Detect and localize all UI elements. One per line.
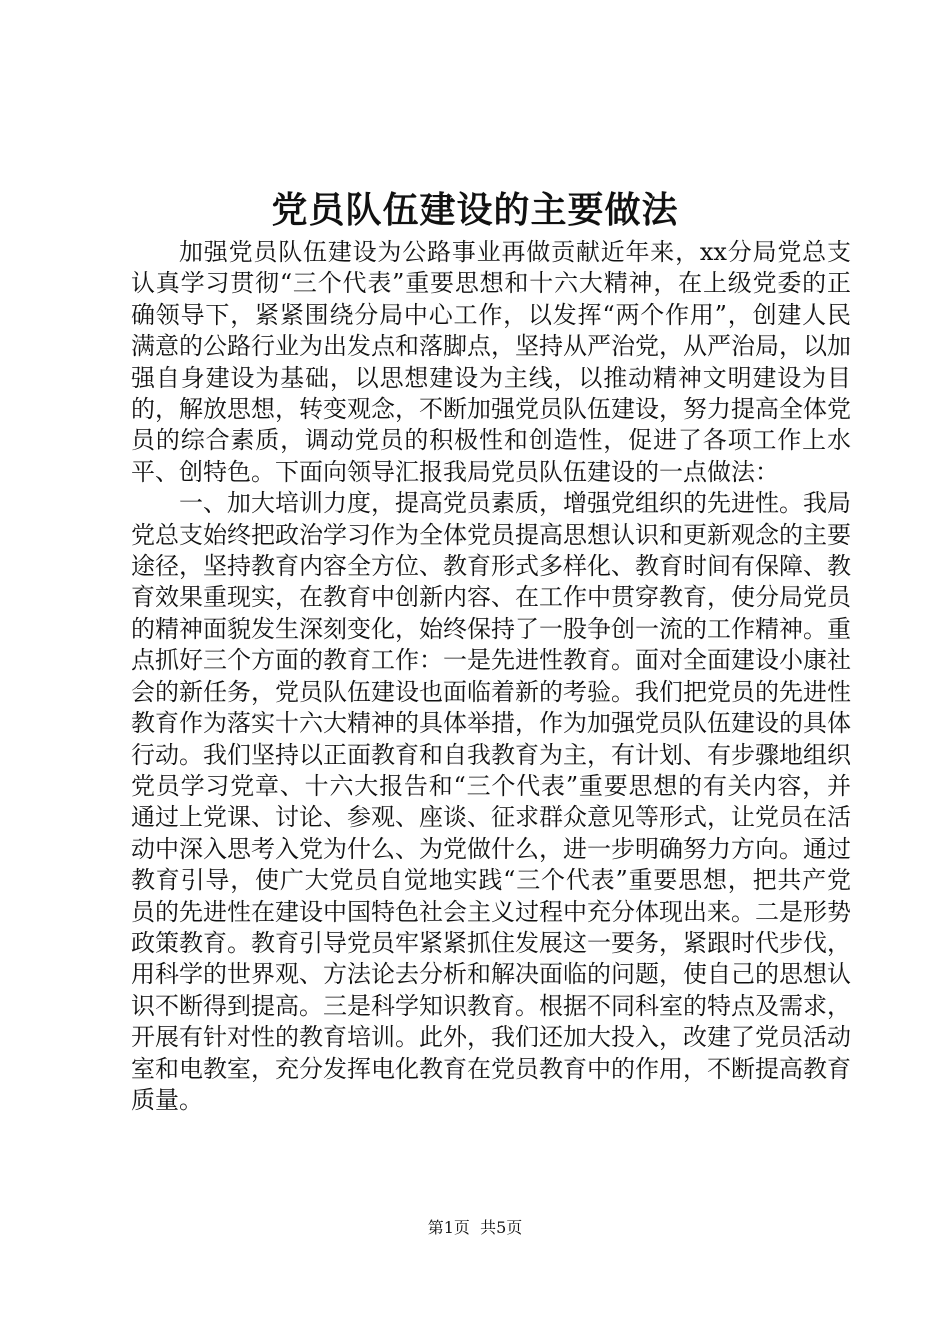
page-footer xyxy=(0,1216,950,1240)
paragraph-intro: 加强党员队伍建设为公路事业再做贡献近年来，xx分局党总支认真学习贯彻“三个代表”重要思想和十六大精神，在上级党委的正确领导下，紧紧围绕分局中心工作，以发挥“两个作用”，创建人民满意的公路行业为出发点和落脚点，坚持从严治党，从严治局，以加强自身建设为基础，以思想建设为主线，以推动精神文明建设为目的，解放思想，转变观念，不断加强党员队伍建设，努力提高全体党员的综合素质，调动党员的积极性和创造性，促进了各项工作上水平、创特色。下面向领导汇报我局党员队伍建设的一点做法： xyxy=(131,238,851,486)
document-title: 党员队伍建设的主要做法 xyxy=(271,189,679,231)
page-number-current: 第1页 xyxy=(427,1218,470,1237)
footer-spacer xyxy=(470,1218,480,1237)
page-number-total: 共5页 xyxy=(480,1218,523,1237)
document-body xyxy=(131,237,851,1116)
paragraph-section-one: 一、加大培训力度，提高党员素质，增强党组织的先进性。我局党总支始终把政治学习作为全体党员提高思想认识和更新观念的主要途径，坚持教育内容全方位、教育形式多样化、教育时间有保障、教育效果重现实，在教育中创新内容、在工作中贯穿教育，使分局党员的精神面貌发生深刻变化，始终保持了一股争创一流的工作精神。重点抓好三个方面的教育工作：一是先进性教育。面对全面建设小康社会的新任务，党员队伍建设也面临着新的考验。我们把党员的先进性教育作为落实十六大精神的具体举措，作为加强党员队伍建设的具体行动。我们坚持以正面教育和自我教育为主，有计划、有步骤地组织党员学习党章、十六大报告和“三个代表”重要思想的有关内容，并通过上党课、讨论、参观、座谈、征求群众意见等形式，让党员在活动中深入思考入党为什么、为党做什么，进一步明确努力方向。通过教育引导，使广大党员自觉地实践“三个代表”重要思想，把共产党员的先进性在建设中国特色社会主义过程中充分体现出来。二是形势政策教育。教育引导党员牢紧紧抓住发展这一要务，紧跟时代步伐，用科学的世界观、方法论去分析和解决面临的问题，使自己的思想认识不断得到提高。三是科学知识教育。根据不同科室的特点及需求，开展有针对性的教育培训。此外，我们还加大投入，改建了党员活动室和电教室，充分发挥电化教育在党员教育中的作用，不断提高教育质量。 xyxy=(131,489,851,1114)
